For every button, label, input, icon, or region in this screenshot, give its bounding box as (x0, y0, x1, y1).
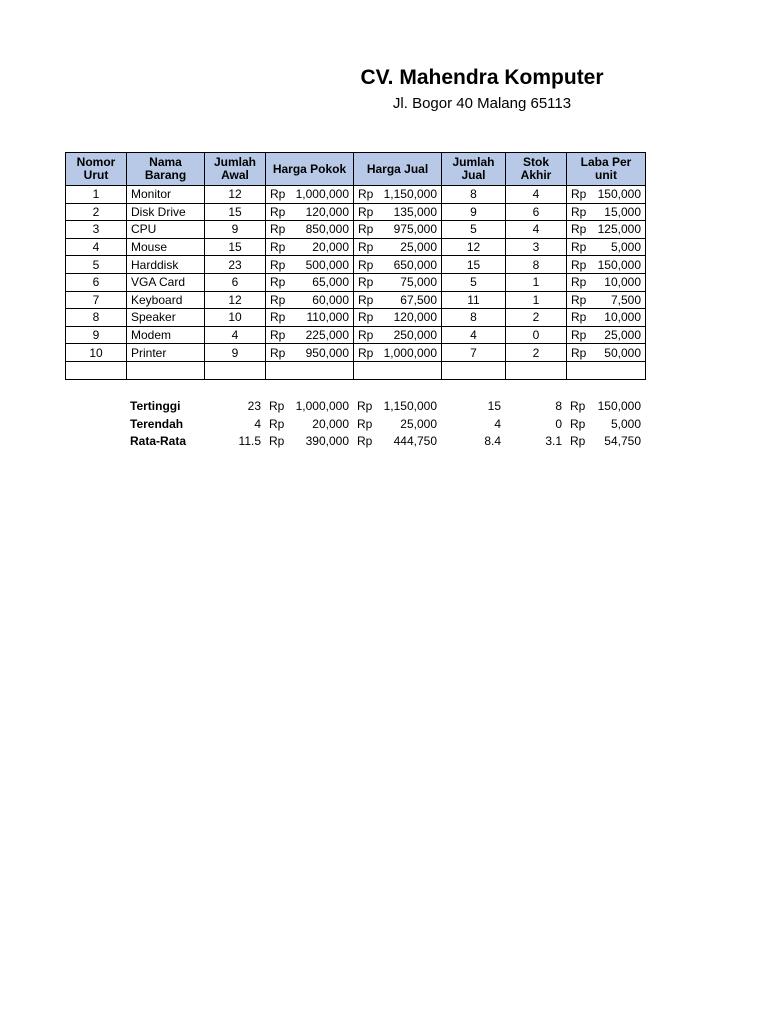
cell-cost-price (266, 344, 354, 362)
cell-sell-price (354, 344, 442, 362)
cell-initial-qty: 6 (205, 273, 266, 291)
table-row (66, 238, 646, 256)
currency-symbol: Rp (269, 434, 285, 449)
summary-sell-price (353, 433, 441, 451)
currency-symbol: Rp (358, 328, 374, 343)
cell-initial-qty: 12 (205, 186, 266, 204)
cell-cost-price-value: 850,000 (305, 222, 349, 237)
currency-symbol: Rp (571, 240, 587, 255)
currency-symbol: Rp (358, 275, 374, 290)
summary-profit (566, 416, 645, 434)
cell-final-stock: 1 (506, 273, 567, 291)
cell-cost-price-value: 225,000 (305, 328, 349, 343)
header-name: Nama Barang (127, 153, 205, 186)
header-initial-qty: Jumlah Awal (205, 153, 266, 186)
summary-cost-price (265, 416, 353, 434)
summary-sold-qty: 4 (494, 416, 501, 431)
company-title: CV. Mahendra Komputer (360, 66, 604, 89)
cell-sell-price (354, 186, 442, 204)
cell-sell-price (354, 291, 442, 309)
header-sold-qty: Jumlah Jual (442, 153, 506, 186)
cell-sell-price-value: 25,000 (400, 240, 437, 255)
cell-initial-qty: 23 (205, 256, 266, 274)
cell-sold-qty: 8 (442, 309, 506, 327)
currency-symbol: Rp (269, 416, 285, 431)
empty-cell (354, 361, 442, 379)
cell-cost-price-value: 1,000,000 (295, 187, 349, 202)
header-final-stock: Stok Akhir (506, 153, 567, 186)
summary-profit (566, 433, 645, 451)
table-row (66, 256, 646, 274)
cell-profit (567, 256, 646, 274)
currency-symbol: Rp (571, 328, 587, 343)
cell-final-stock: 1 (506, 291, 567, 309)
cell-cost-price (266, 291, 354, 309)
summary-sell-price-value: 444,750 (393, 434, 437, 449)
cell-name: Disk Drive (127, 203, 205, 221)
cell-sell-price-value: 975,000 (393, 222, 437, 237)
summary-spacer (65, 433, 126, 451)
cell-no: 6 (66, 273, 127, 291)
cell-final-stock: 4 (506, 221, 567, 239)
cell-sell-price-value: 135,000 (393, 204, 437, 219)
cell-no: 2 (66, 203, 127, 221)
summary-initial-qty: 11.5 (238, 434, 261, 449)
empty-cell (127, 361, 205, 379)
empty-cell (442, 361, 506, 379)
cell-final-stock: 3 (506, 238, 567, 256)
cell-cost-price (266, 309, 354, 327)
summary-final-stock: 3.1 (545, 434, 562, 449)
cell-profit-value: 15,000 (604, 204, 641, 219)
summary-profit-value: 54,750 (604, 434, 641, 449)
currency-symbol: Rp (571, 204, 587, 219)
summary-profit-value: 150,000 (597, 399, 641, 414)
header-cost-price: Harga Pokok (266, 153, 354, 186)
cell-no: 9 (66, 326, 127, 344)
currency-symbol: Rp (270, 204, 286, 219)
cell-cost-price-value: 120,000 (305, 204, 349, 219)
cell-cost-price (266, 256, 354, 274)
cell-no: 8 (66, 309, 127, 327)
table-header-row (66, 153, 646, 186)
cell-sell-price-value: 120,000 (393, 310, 437, 325)
currency-symbol: Rp (270, 345, 286, 360)
cell-final-stock: 0 (506, 326, 567, 344)
summary-cost-price-value: 390,000 (305, 434, 349, 449)
cell-sold-qty: 15 (442, 256, 506, 274)
cell-initial-qty: 9 (205, 344, 266, 362)
cell-name: Printer (127, 344, 205, 362)
summary-sell-price-value: 25,000 (400, 416, 437, 431)
currency-symbol: Rp (358, 187, 374, 202)
currency-symbol: Rp (269, 399, 285, 414)
cell-sold-qty: 5 (442, 221, 506, 239)
summary-spacer (65, 416, 126, 434)
stock-table (65, 152, 646, 380)
currency-symbol: Rp (357, 434, 373, 449)
cell-profit-value: 125,000 (597, 222, 641, 237)
summary-cost-price-value: 1,000,000 (295, 399, 349, 414)
cell-profit (567, 221, 646, 239)
summary-sold-qty: 8.4 (484, 434, 501, 449)
cell-sell-price-value: 650,000 (393, 257, 437, 272)
cell-profit (567, 309, 646, 327)
cell-sold-qty: 8 (442, 186, 506, 204)
cell-sell-price (354, 273, 442, 291)
cell-sell-price (354, 256, 442, 274)
currency-symbol: Rp (571, 292, 587, 307)
cell-profit-value: 10,000 (604, 310, 641, 325)
cell-initial-qty: 9 (205, 221, 266, 239)
currency-symbol: Rp (358, 310, 374, 325)
cell-name: CPU (127, 221, 205, 239)
cell-cost-price (266, 326, 354, 344)
cell-sell-price (354, 326, 442, 344)
cell-cost-price (266, 221, 354, 239)
summary-row (65, 416, 645, 434)
currency-symbol: Rp (357, 399, 373, 414)
summary-final-stock: 8 (555, 399, 562, 414)
cell-name: Keyboard (127, 291, 205, 309)
cell-name: Monitor (127, 186, 205, 204)
cell-profit-value: 5,000 (610, 240, 641, 255)
summary-label: Tertinggi (130, 399, 181, 414)
summary-profit-value: 5,000 (610, 416, 641, 431)
currency-symbol: Rp (571, 310, 587, 325)
currency-symbol: Rp (570, 434, 586, 449)
cell-no: 10 (66, 344, 127, 362)
currency-symbol: Rp (358, 257, 374, 272)
cell-name: Mouse (127, 238, 205, 256)
cell-sell-price (354, 238, 442, 256)
cell-profit (567, 238, 646, 256)
currency-symbol: Rp (570, 399, 586, 414)
cell-profit (567, 273, 646, 291)
cell-name: Modem (127, 326, 205, 344)
currency-symbol: Rp (270, 328, 286, 343)
empty-cell (266, 361, 354, 379)
cell-cost-price-value: 110,000 (306, 310, 349, 325)
currency-symbol: Rp (270, 292, 286, 307)
cell-profit-value: 50,000 (604, 345, 641, 360)
empty-cell (567, 361, 646, 379)
cell-cost-price-value: 20,000 (312, 240, 349, 255)
summary-label: Rata-Rata (130, 434, 187, 449)
currency-symbol: Rp (571, 222, 587, 237)
empty-cell (66, 361, 127, 379)
summary-cost-price-value: 20,000 (312, 416, 349, 431)
header-no: Nomor Urut (66, 153, 127, 186)
empty-cell (205, 361, 266, 379)
cell-sell-price-value: 75,000 (400, 275, 437, 290)
cell-final-stock: 4 (506, 186, 567, 204)
summary-spacer (65, 398, 126, 416)
cell-name: Speaker (127, 309, 205, 327)
cell-initial-qty: 15 (205, 238, 266, 256)
cell-profit (567, 291, 646, 309)
cell-no: 4 (66, 238, 127, 256)
cell-profit (567, 186, 646, 204)
currency-symbol: Rp (358, 204, 374, 219)
currency-symbol: Rp (357, 416, 373, 431)
cell-sold-qty: 9 (442, 203, 506, 221)
currency-symbol: Rp (358, 292, 374, 307)
currency-symbol: Rp (571, 345, 587, 360)
header-sell-price: Harga Jual (354, 153, 442, 186)
currency-symbol: Rp (358, 222, 374, 237)
cell-no: 3 (66, 221, 127, 239)
cell-cost-price-value: 950,000 (305, 345, 349, 360)
cell-cost-price (266, 273, 354, 291)
cell-final-stock: 6 (506, 203, 567, 221)
cell-profit (567, 344, 646, 362)
summary-cost-price (265, 398, 353, 416)
cell-cost-price (266, 203, 354, 221)
summary-initial-qty: 4 (254, 416, 261, 431)
cell-name: Harddisk (127, 256, 205, 274)
currency-symbol: Rp (270, 187, 286, 202)
table-row (66, 326, 646, 344)
cell-final-stock: 2 (506, 309, 567, 327)
summary-table-body (65, 398, 645, 451)
empty-row (66, 361, 646, 379)
currency-symbol: Rp (571, 275, 587, 290)
cell-sold-qty: 5 (442, 273, 506, 291)
summary-final-stock: 0 (555, 416, 562, 431)
currency-symbol: Rp (270, 240, 286, 255)
cell-profit-value: 25,000 (604, 328, 641, 343)
currency-symbol: Rp (570, 416, 586, 431)
cell-initial-qty: 15 (205, 203, 266, 221)
empty-cell (506, 361, 567, 379)
cell-sell-price (354, 309, 442, 327)
summary-sold-qty: 15 (487, 399, 501, 414)
summary-sell-price (353, 416, 441, 434)
table-row (66, 309, 646, 327)
table-row (66, 291, 646, 309)
summary-profit (566, 398, 645, 416)
cell-sell-price (354, 221, 442, 239)
cell-profit-value: 150,000 (597, 187, 641, 202)
cell-sell-price-value: 250,000 (393, 328, 437, 343)
cell-no: 5 (66, 256, 127, 274)
summary-row (65, 398, 645, 416)
table-row (66, 221, 646, 239)
cell-sold-qty: 11 (442, 291, 506, 309)
cell-cost-price-value: 500,000 (305, 257, 349, 272)
table-row (66, 203, 646, 221)
header-profit: Laba Per unit (567, 153, 646, 186)
cell-profit-value: 7,500 (610, 292, 641, 307)
summary-table (65, 398, 645, 451)
cell-sell-price-value: 1,000,000 (383, 345, 437, 360)
cell-sold-qty: 4 (442, 326, 506, 344)
summary-sell-price (353, 398, 441, 416)
summary-label: Terendah (130, 416, 184, 431)
currency-symbol: Rp (270, 257, 286, 272)
currency-symbol: Rp (571, 257, 587, 272)
company-address: Jl. Bogor 40 Malang 65113 (392, 95, 572, 112)
cell-sell-price-value: 1,150,000 (383, 187, 437, 202)
cell-sold-qty: 12 (442, 238, 506, 256)
currency-symbol: Rp (270, 222, 286, 237)
cell-cost-price (266, 238, 354, 256)
currency-symbol: Rp (571, 187, 587, 202)
cell-profit (567, 326, 646, 344)
cell-no: 1 (66, 186, 127, 204)
currency-symbol: Rp (358, 240, 374, 255)
cell-sold-qty: 7 (442, 344, 506, 362)
cell-final-stock: 2 (506, 344, 567, 362)
cell-cost-price (266, 186, 354, 204)
table-row (66, 344, 646, 362)
summary-initial-qty: 23 (247, 399, 261, 414)
cell-name: VGA Card (127, 273, 205, 291)
stock-table-body (66, 186, 646, 380)
cell-initial-qty: 12 (205, 291, 266, 309)
table-row (66, 186, 646, 204)
summary-cost-price (265, 433, 353, 451)
summary-row (65, 433, 645, 451)
cell-initial-qty: 10 (205, 309, 266, 327)
cell-cost-price-value: 60,000 (312, 292, 349, 307)
cell-cost-price-value: 65,000 (312, 275, 349, 290)
currency-symbol: Rp (270, 310, 286, 325)
cell-final-stock: 8 (506, 256, 567, 274)
cell-no: 7 (66, 291, 127, 309)
cell-profit-value: 150,000 (597, 257, 641, 272)
cell-sell-price (354, 203, 442, 221)
cell-initial-qty: 4 (205, 326, 266, 344)
cell-sell-price-value: 67,500 (400, 292, 437, 307)
currency-symbol: Rp (358, 345, 374, 360)
cell-profit (567, 203, 646, 221)
cell-profit-value: 10,000 (604, 275, 641, 290)
currency-symbol: Rp (270, 275, 286, 290)
table-row (66, 273, 646, 291)
summary-sell-price-value: 1,150,000 (383, 399, 437, 414)
